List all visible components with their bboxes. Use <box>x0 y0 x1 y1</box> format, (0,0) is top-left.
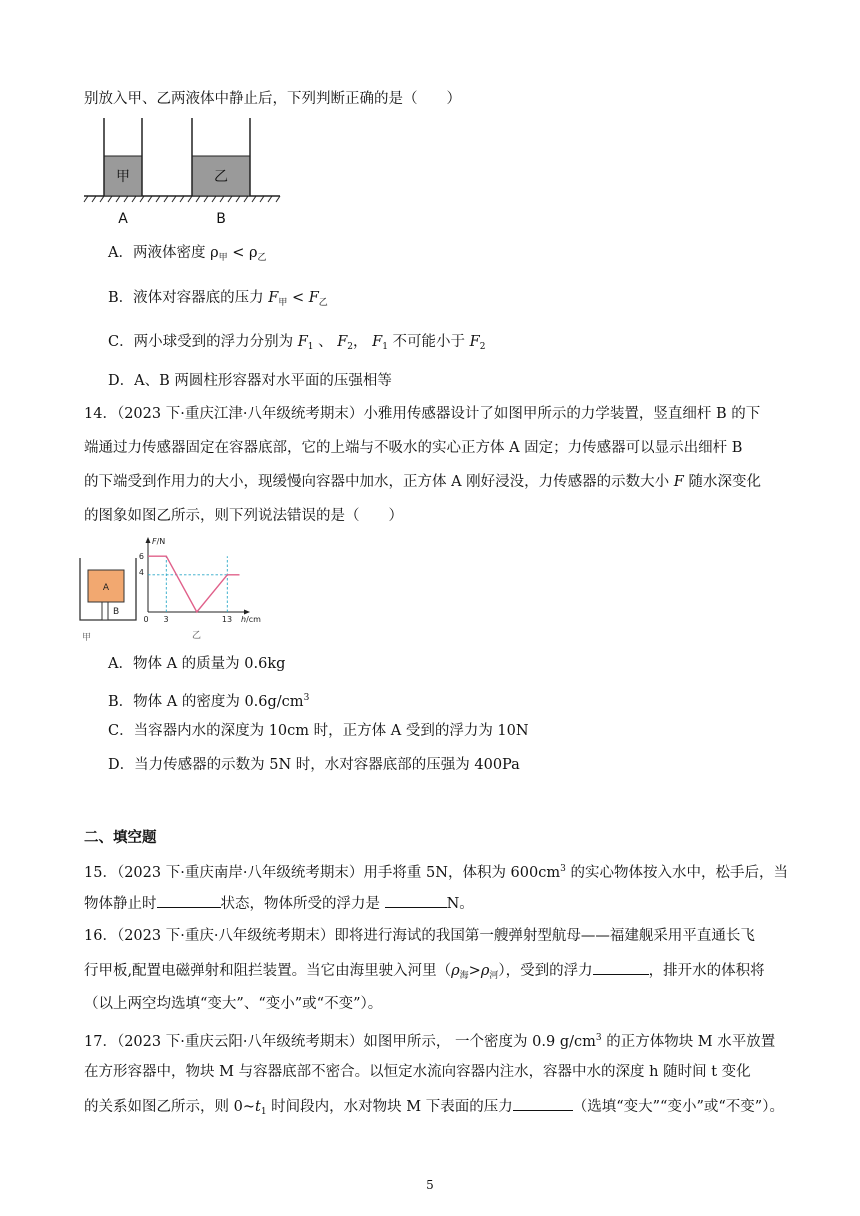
section-heading-fill-blank: 二、填空题 <box>84 830 157 846</box>
y-tick-6: 6 <box>138 552 144 561</box>
q17-line2: 在方形容器中，物块 M 与容器底部不密合。以恒定水流向容器内注水，容器中水的深度 h 随时间 t 变化 <box>84 1064 751 1080</box>
q17-line3: 的关系如图乙所示，则 $0\sim t_1$ 时间段内，水对物块 M 下表面的压力 （选填“变大”“变小”或“不变”）。 <box>84 1096 784 1122</box>
figure-q14-apparatus <box>74 552 150 644</box>
q14-option-b: B．物体 A 的密度为 $0.6g/cm^3$ <box>108 693 310 710</box>
q14-option-d: D．当力传感器的示数为 5N 时，水对容器底部的压强为 400Pa <box>108 757 520 773</box>
q13-option-b: B．液体对容器底的压力 $F_甲 < F_乙$ <box>108 290 328 308</box>
q14-stem-line4: 的图象如图乙所示，则下列说法错误的是（ ） <box>84 508 403 524</box>
liquid-jia-label: 甲 <box>116 169 130 185</box>
q14-option-c: C．当容器内水的深度为 10cm 时，正方体 A 受到的浮力为 10N <box>108 723 529 739</box>
q15-line2: 物体静止时 状态，物体所受的浮力是 N。 <box>84 893 474 914</box>
container-b-label: B <box>216 211 226 227</box>
caption-jia: 甲 <box>82 633 92 643</box>
cube-a-label: A <box>102 583 110 593</box>
q15-blank-2[interactable] <box>385 893 447 908</box>
q15-blank-1[interactable] <box>157 893 221 908</box>
x-tick-13: 13 <box>221 615 233 624</box>
container-a-label: A <box>118 211 128 227</box>
q16-line3: （以上两空均选填“变大”、“变小”或“不变”）。 <box>84 996 383 1012</box>
figure-q13-containers <box>84 116 284 228</box>
q14-stem-line2: 端通过力传感器固定在容器底部，它的上端与不吸水的实心正方体 A 固定；力传感器可以显示出细杆 B <box>84 440 743 456</box>
caption-yi: 乙 <box>192 631 202 641</box>
rod-b <box>102 602 108 620</box>
rod-b-label: B <box>113 607 120 617</box>
y-axis-label: F/N <box>152 537 166 546</box>
q13-intro: 别放入甲、乙两液体中静止后，下列判断正确的是（ ） <box>84 91 461 107</box>
q16-blank-1[interactable] <box>593 960 649 975</box>
liquid-yi-label: 乙 <box>214 169 228 185</box>
page-number: 5 <box>426 1178 434 1192</box>
q13-option-d: D．A、B 两圆柱形容器对水平面的压强相等 <box>108 373 392 389</box>
q14-option-a: A．物体 A 的质量为 0.6kg <box>108 656 286 672</box>
q15-line1: 15．（2023 下·重庆南岸·八年级统考期末）用手将重 5N，体积为 $600cm^3$ 的实心物体按入水中，松手后，当 <box>84 864 788 881</box>
q16-line2: 行甲板,配置电磁弹射和阻拦装置。当它由海里驶入河里$(\rho_海>\rho_河)$，受到的浮力 ，排开水的体积将 <box>84 960 765 986</box>
q16-line1: 16．（2023 下·重庆·八年级统考期末）即将进行海试的我国第一艘弹射型航母——福建舰采用平直通长飞 <box>84 928 755 944</box>
x-tick-3: 3 <box>163 615 169 624</box>
x-axis-label: h/cm <box>241 615 261 624</box>
figure-q14-chart <box>140 534 280 646</box>
q17-blank-1[interactable] <box>513 1096 573 1111</box>
origin-label: 0 <box>143 615 149 624</box>
y-tick-4: 4 <box>138 568 144 577</box>
data-series-line <box>148 556 240 612</box>
y-axis-arrow <box>146 537 151 543</box>
x-axis-arrow <box>244 610 250 615</box>
q13-option-a: A．两液体密度 $\rho_甲 < \rho_乙$ <box>108 245 267 263</box>
q13-option-c: C．两小球受到的浮力分别为 $F_1$ 、 $F_2$， $F_1$ 不可能小于 $F_2$ <box>108 334 486 352</box>
q17-line1: 17．（2023 下·重庆云阳·八年级统考期末）如图甲所示， 一个密度为 0.9 $g/cm^3$ 的正方体物块 M 水平放置 <box>84 1033 776 1050</box>
q14-stem-line1: 14．（2023 下·重庆江津·八年级统考期末）小雅用传感器设计了如图甲所示的力学装置，竖直细杆 B 的下 <box>84 406 761 422</box>
q14-stem-line3: 的下端受到作用力的大小，现缓慢向容器中加水，正方体 A 刚好浸没，力传感器的示数大小 F 随水深变化 <box>84 474 761 490</box>
